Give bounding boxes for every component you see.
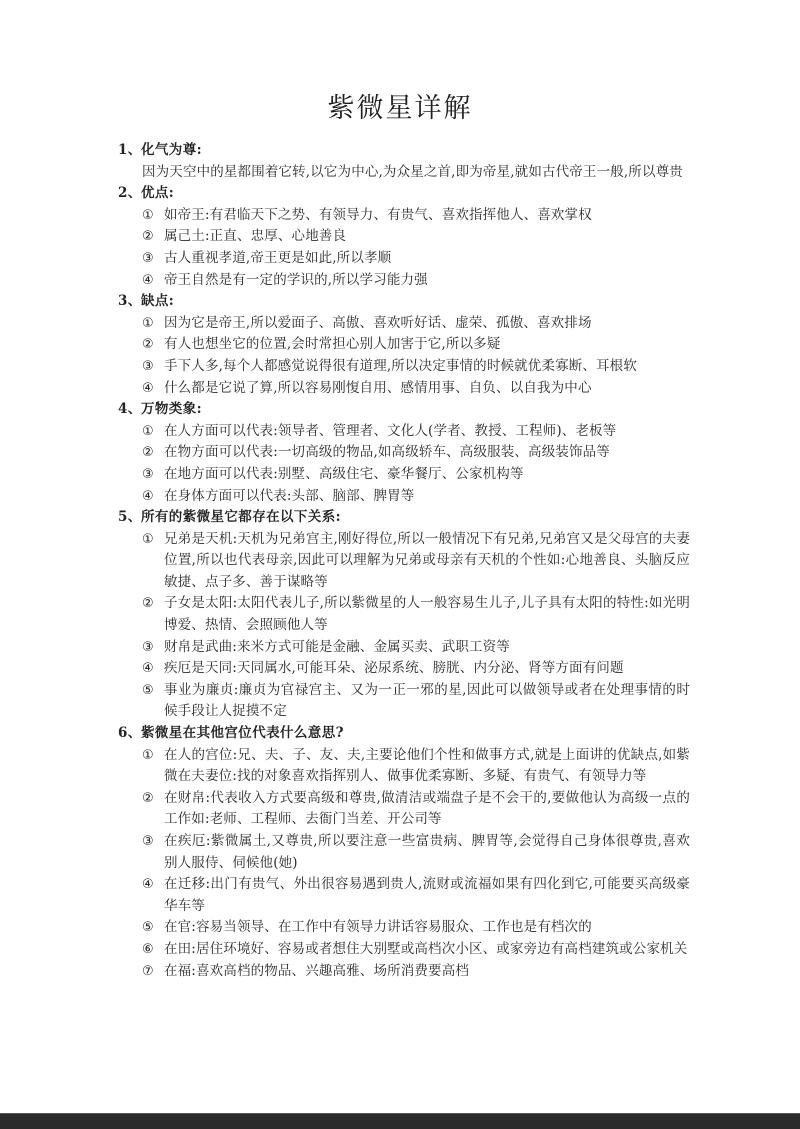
list-item-text: 财帛是武曲:来米方式可能是金融、金属买卖、武职工资等 xyxy=(164,638,510,655)
circled-number-marker: ② xyxy=(142,445,154,461)
list-item-text: 在物方面可以代表:一切高级的物品,如高级轿车、高级服装、高级装饰品等 xyxy=(164,444,610,461)
list-item xyxy=(142,917,690,939)
list-item-text: 因为它是帝王,所以爱面子、高傲、喜欢听好话、虚荣、孤傲、喜欢排场 xyxy=(164,314,592,331)
section-label: 化气为尊: xyxy=(141,142,202,158)
circled-number-marker: ① xyxy=(142,531,154,547)
circled-number-marker: ⑤ xyxy=(142,682,154,698)
section-number: 1、 xyxy=(118,142,142,158)
device-footer-bar xyxy=(0,1113,800,1129)
sub-item-list xyxy=(118,205,690,291)
list-item xyxy=(142,745,690,788)
circled-number-marker: ① xyxy=(142,747,154,763)
circled-number-marker: ④ xyxy=(142,380,154,396)
list-item xyxy=(142,334,690,356)
section-number: 5、 xyxy=(118,509,142,526)
list-item xyxy=(142,442,690,464)
list-item xyxy=(142,593,690,636)
section-label: 所有的紫微星它都存在以下关系: xyxy=(141,509,341,526)
list-item xyxy=(142,961,690,983)
list-item-text: 属己土:正直、忠厚、心地善良 xyxy=(164,228,347,245)
circled-number-marker: ② xyxy=(142,337,154,353)
list-item xyxy=(142,939,690,961)
circled-number-marker: ① xyxy=(142,423,154,439)
outline-section xyxy=(118,723,690,982)
list-item xyxy=(142,313,690,335)
section-number: 4、 xyxy=(118,401,142,418)
list-item-text: 在疾厄:紫微属土,又尊贵,所以要注意一些富贵病、脾胃等,会觉得自己身体很尊贵,喜欢别人服侍、伺候他(她) xyxy=(164,833,690,871)
section-number: 2、 xyxy=(118,185,142,202)
section-label: 万物类象: xyxy=(141,401,202,418)
circled-number-marker: ① xyxy=(142,315,154,331)
outline-section xyxy=(118,140,690,183)
list-item-text: 在财帛:代表收入方式要高级和尊贵,做清洁或端盘子是不会干的,要做他认为高级一点的工作如:老师、工程师、去衙门当差、开公司等 xyxy=(164,789,690,828)
section-label: 紫微星在其他宫位代表什么意思? xyxy=(141,725,344,742)
list-item-text: 有人也想坐它的位置,会时常担心别人加害于它,所以多疑 xyxy=(164,336,501,353)
list-item-text: 事业为廉贞:廉贞为官禄宫主、又为一正一邪的星,因此可以做领导或者在处理事情的时候手段让人捉摸不定 xyxy=(164,681,690,720)
list-item-text: 在人方面可以代表:领导者、管理者、文化人(学者、教授、工程师)、老板等 xyxy=(164,422,617,439)
outline-section xyxy=(118,399,690,507)
section-heading xyxy=(118,291,690,313)
circled-number-marker: ③ xyxy=(142,834,154,849)
section-number: 3、 xyxy=(118,293,142,310)
section-label: 缺点: xyxy=(141,293,175,310)
list-item xyxy=(142,421,690,443)
list-item xyxy=(142,270,690,292)
section-label: 优点: xyxy=(141,185,175,202)
circled-number-marker: ⑥ xyxy=(142,941,154,957)
circled-number-marker: ⑤ xyxy=(142,920,154,936)
list-item-text: 在官:容易当领导、在工作中有领导力讲话容易服众、工作也是有档次的 xyxy=(164,919,592,936)
circled-number-marker: ③ xyxy=(142,250,154,266)
list-item-text: 如帝王:有君临天下之势、有领导力、有贵气、喜欢指挥他人、喜欢掌权 xyxy=(164,206,592,223)
section-heading xyxy=(118,399,690,421)
list-item xyxy=(142,378,690,400)
list-item xyxy=(142,831,690,874)
list-item-text: 古人重视孝道,帝王更是如此,所以孝顺 xyxy=(164,249,392,266)
list-item-text: 手下人多,每个人都感觉说得很有道理,所以决定事情的时候就优柔寡断、耳根软 xyxy=(164,357,637,374)
sub-item-list xyxy=(118,313,690,399)
circled-number-marker: ② xyxy=(142,229,154,245)
section-heading xyxy=(118,183,690,205)
list-item-text: 什么都是它说了算,所以容易刚愎自用、感情用事、自负、以自我为中心 xyxy=(164,379,592,396)
circled-number-marker: ④ xyxy=(142,488,154,504)
list-item-text: 兄弟是天机:天机为兄弟宫主,刚好得位,所以一般情况下有兄弟,兄弟宫又是父母宫的夫妻位置,所以也代表母亲,因此可以理解为兄弟或母亲有天机的个性如:心地善良、头脑反应敏捷、点子多、善于谋略等 xyxy=(164,530,690,590)
circled-number-marker: ⑦ xyxy=(142,963,154,979)
circled-number-marker: ② xyxy=(142,790,154,806)
circled-number-marker: ④ xyxy=(142,272,154,288)
list-item-text: 子女是太阳:太阳代表儿子,所以紫微星的人一般容易生儿子,儿子具有太阳的特性:如光明博爱、热情、会照顾他人等 xyxy=(164,595,690,634)
list-item-text: 疾厄是天同:天同属水,可能耳朵、泌尿系统、膀胱、内分泌、肾等方面有问题 xyxy=(164,660,624,677)
list-item xyxy=(142,464,690,486)
list-item xyxy=(142,356,690,378)
section-number: 6、 xyxy=(118,725,142,742)
circled-number-marker: ② xyxy=(142,596,154,612)
list-item-text: 帝王自然是有一定的学识的,所以学习能力强 xyxy=(164,271,428,288)
sub-item-list xyxy=(118,421,690,507)
list-item-text: 在迁移:出门有贵气、外出很容易遇到贵人,流财或流福如果有四化到它,可能要买高级豪华车等 xyxy=(164,876,690,914)
outline-section xyxy=(118,183,690,291)
list-item xyxy=(142,637,690,659)
sub-item-list xyxy=(118,529,690,723)
list-item xyxy=(142,486,690,508)
list-item xyxy=(142,788,690,831)
circled-number-marker: ③ xyxy=(142,639,154,655)
list-item-text: 在田:居住环境好、容易或者想住大别墅或高档次小区、或家旁边有高档建筑或公家机关 xyxy=(164,940,688,957)
list-item xyxy=(142,205,690,227)
circled-number-marker: ③ xyxy=(142,358,154,374)
sub-item-list xyxy=(118,745,690,983)
circled-number-marker: ④ xyxy=(142,661,154,677)
list-item-text: 在地方面可以代表:别墅、高级住宅、豪华餐厅、公家机构等 xyxy=(164,465,524,482)
section-paragraph: 因为天空中的星都围着它转,以它为中心,为众星之首,即为帝星,就如古代帝王一般,所以尊贵 xyxy=(142,163,683,180)
page-title: 紫微星详解 xyxy=(327,93,473,124)
list-item-text: 在人的宫位:兄、夫、子、友、夫,主要论他们个性和做事方式,就是上面讲的优缺点,如紫微在夫妻位:找的对象喜欢指挥别人、做事优柔寡断、多疑、有贵气、有领导力等 xyxy=(164,746,690,785)
list-item-text: 在福:喜欢高档的物品、兴趣高雅、场所消费要高档 xyxy=(164,962,469,979)
list-item-text: 在身体方面可以代表:头部、脑部、脾胃等 xyxy=(164,487,415,504)
list-item xyxy=(142,658,690,680)
section-heading xyxy=(118,507,690,529)
list-item xyxy=(142,874,690,917)
circled-number-marker: ① xyxy=(142,207,154,223)
list-item xyxy=(142,680,690,723)
circled-number-marker: ③ xyxy=(142,466,154,482)
circled-number-marker: ④ xyxy=(142,877,154,893)
outline-section xyxy=(118,291,690,399)
list-item xyxy=(142,248,690,270)
outline-list xyxy=(0,126,800,982)
section-heading xyxy=(118,140,690,162)
list-item xyxy=(142,529,690,594)
list-item xyxy=(142,226,690,248)
outline-section xyxy=(118,507,690,723)
section-heading xyxy=(118,723,690,745)
